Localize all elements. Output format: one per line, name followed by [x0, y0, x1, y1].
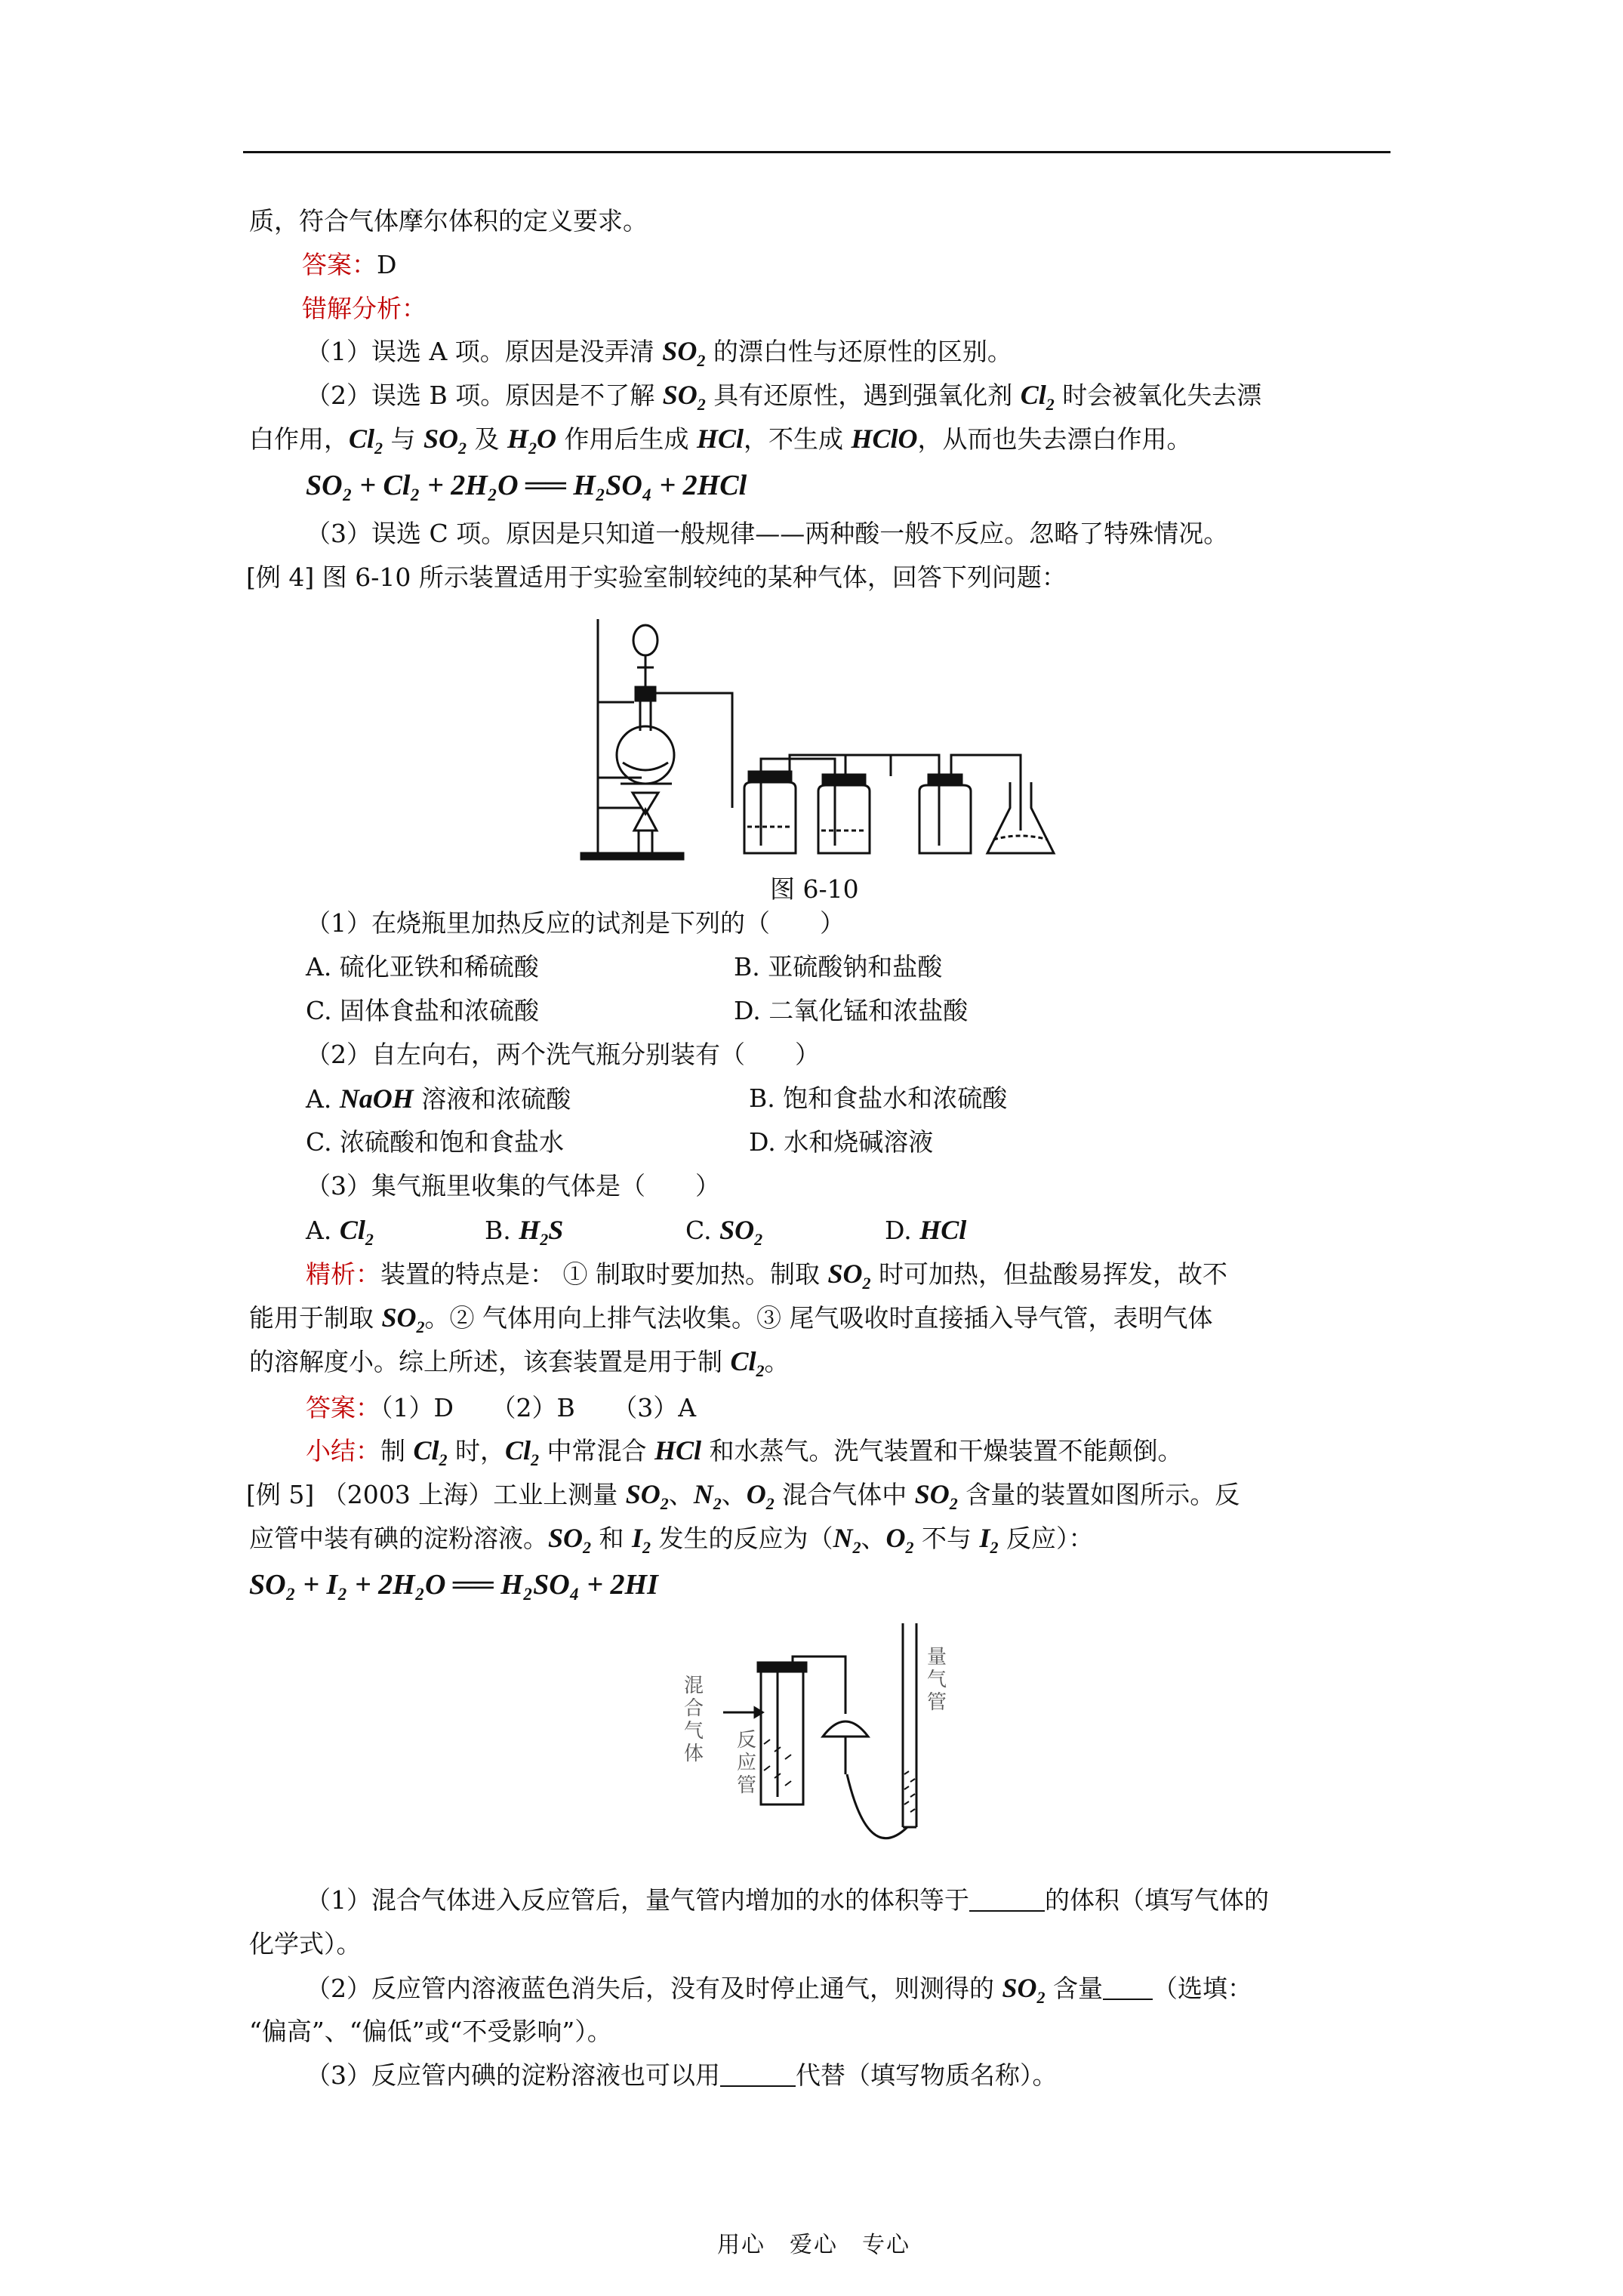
- equation-so2-i2: SO₂ + I₂ + 2H₂O ══ H₂SO₄ + 2HI: [249, 1569, 658, 1601]
- text-line: 白作用，$Cl_2$ 与 $SO_2$ 及 $H_2O$ 作用后生成 HCl，不生成 HClO，从而也失去漂白作用。: [249, 424, 1192, 458]
- text-line: （1）误选 A 项。原因是没弄清 $SO_2$ 的漂白性与还原性的区别。: [306, 336, 1012, 371]
- text-line: 应管中装有碘的淀粉溶液。$SO_2$ 和 $I_2$ 发生的反应为（$N_2$、$O_2$ 不与 $I_2$ 反应）：: [249, 1523, 1094, 1558]
- analysis-line: 精析：装置的特点是： ① 制取时要加热。制取 $SO_2$ 时可加热，但盐酸易挥发，故不: [306, 1259, 1228, 1293]
- label-reaction-tube: 反应管: [737, 1729, 757, 1797]
- example-5-heading: [例 5] （2003 上海）工业上测量 $SO_2$、$N_2$、$O_2$ 混合气体中 $SO_2$ 含量的装置如图所示。反: [246, 1479, 1240, 1514]
- option-2c: C. 浓硫酸和饱和食盐水: [306, 1127, 565, 1157]
- option-3a: A. $Cl_2$: [306, 1215, 374, 1250]
- sub-question-2: （2）反应管内溶液蓝色消失后，没有及时停止通气，则测得的 $SO_2$ 含量 （选填：: [306, 1973, 1253, 2008]
- text-line: （2）误选 B 项。原因是不了解 $SO_2$ 具有还原性，遇到强氧化剂 $Cl_2$ 时会被氧化失去漂: [306, 380, 1262, 415]
- answer-blank[interactable]: [720, 2063, 796, 2087]
- answer-line: 答案：D: [302, 250, 397, 279]
- answer-label: 答案：: [302, 250, 377, 279]
- sub-question-1-cont: 化学式）。: [249, 1929, 362, 1959]
- option-3c: C. $SO_2$: [685, 1215, 763, 1250]
- label-mixed-gas: 混合气体: [684, 1675, 704, 1765]
- page-footer: 用心 爱心 专心: [717, 2232, 910, 2258]
- error-analysis-label: 错解分析：: [302, 294, 427, 323]
- sub-question-1: （1）混合气体进入反应管后，量气管内增加的水的体积等于 的体积（填写气体的: [306, 1885, 1269, 1915]
- option-3b: B. $H_2S$: [485, 1215, 564, 1250]
- answer-blank[interactable]: [969, 1888, 1045, 1912]
- answer-line: 答案：（1）D （2）B （3）A: [306, 1393, 697, 1422]
- option-1b: B. 亚硫酸钠和盐酸: [734, 952, 943, 982]
- text-line: （3）误选 C 项。原因是只知道一般规律——两种酸一般不反应。忽略了特殊情况。: [306, 519, 1229, 548]
- sub-question-3: （3）反应管内碘的淀粉溶液也可以用 代替（填写物质名称）。: [306, 2060, 1058, 2090]
- option-1d: D. 二氧化锰和浓盐酸: [734, 996, 969, 1025]
- sub-question-2-cont: “偏高”、“偏低”或“不受影响”）。: [249, 2017, 612, 2046]
- figure-caption: 图 6-10: [770, 874, 859, 904]
- option-1c: C. 固体食盐和浓硫酸: [306, 996, 540, 1025]
- question-2: （2）自左向右，两个洗气瓶分别装有（ ）: [306, 1040, 820, 1069]
- question-1: （1）在烧瓶里加热反应的试剂是下列的（ ）: [306, 908, 845, 938]
- option-2d: D. 水和烧碱溶液: [749, 1127, 934, 1157]
- example-4-heading: [例 4] 图 6-10 所示装置适用于实验室制较纯的某种气体，回答下列问题：: [246, 562, 1067, 592]
- question-3: （3）集气瓶里收集的气体是（ ）: [306, 1171, 720, 1200]
- option-3d: D. HCl: [885, 1215, 967, 1245]
- answer-blank[interactable]: [1103, 1976, 1153, 2000]
- option-2a: A. NaOH 溶液和浓硫酸: [306, 1083, 571, 1114]
- figure-6-10-apparatus: [574, 604, 1057, 864]
- text-line: 质，符合气体摩尔体积的定义要求。: [249, 206, 648, 236]
- option-2b: B. 饱和食盐水和浓硫酸: [749, 1083, 1008, 1113]
- analysis-line: 能用于制取 $SO_2$。② 气体用向上排气法收集。③ 尾气吸收时直接插入导气管，表明气体: [249, 1302, 1213, 1337]
- label-gas-burette: 量气管: [927, 1646, 947, 1714]
- summary-line: 小结：制 $Cl_2$ 时，$Cl_2$ 中常混合 HCl 和水蒸气。洗气装置和干燥装置不能颠倒。: [306, 1435, 1183, 1470]
- equation-so2-cl2: SO₂ + Cl₂ + 2H₂O ══ H₂SO₄ + 2HCl: [306, 470, 747, 501]
- option-1a: A. 硫化亚铁和稀硫酸: [306, 952, 539, 982]
- analysis-line: 的溶解度小。综上所述，该套装置是用于制 $Cl_2$。: [249, 1346, 790, 1381]
- header-rule: [243, 151, 1390, 153]
